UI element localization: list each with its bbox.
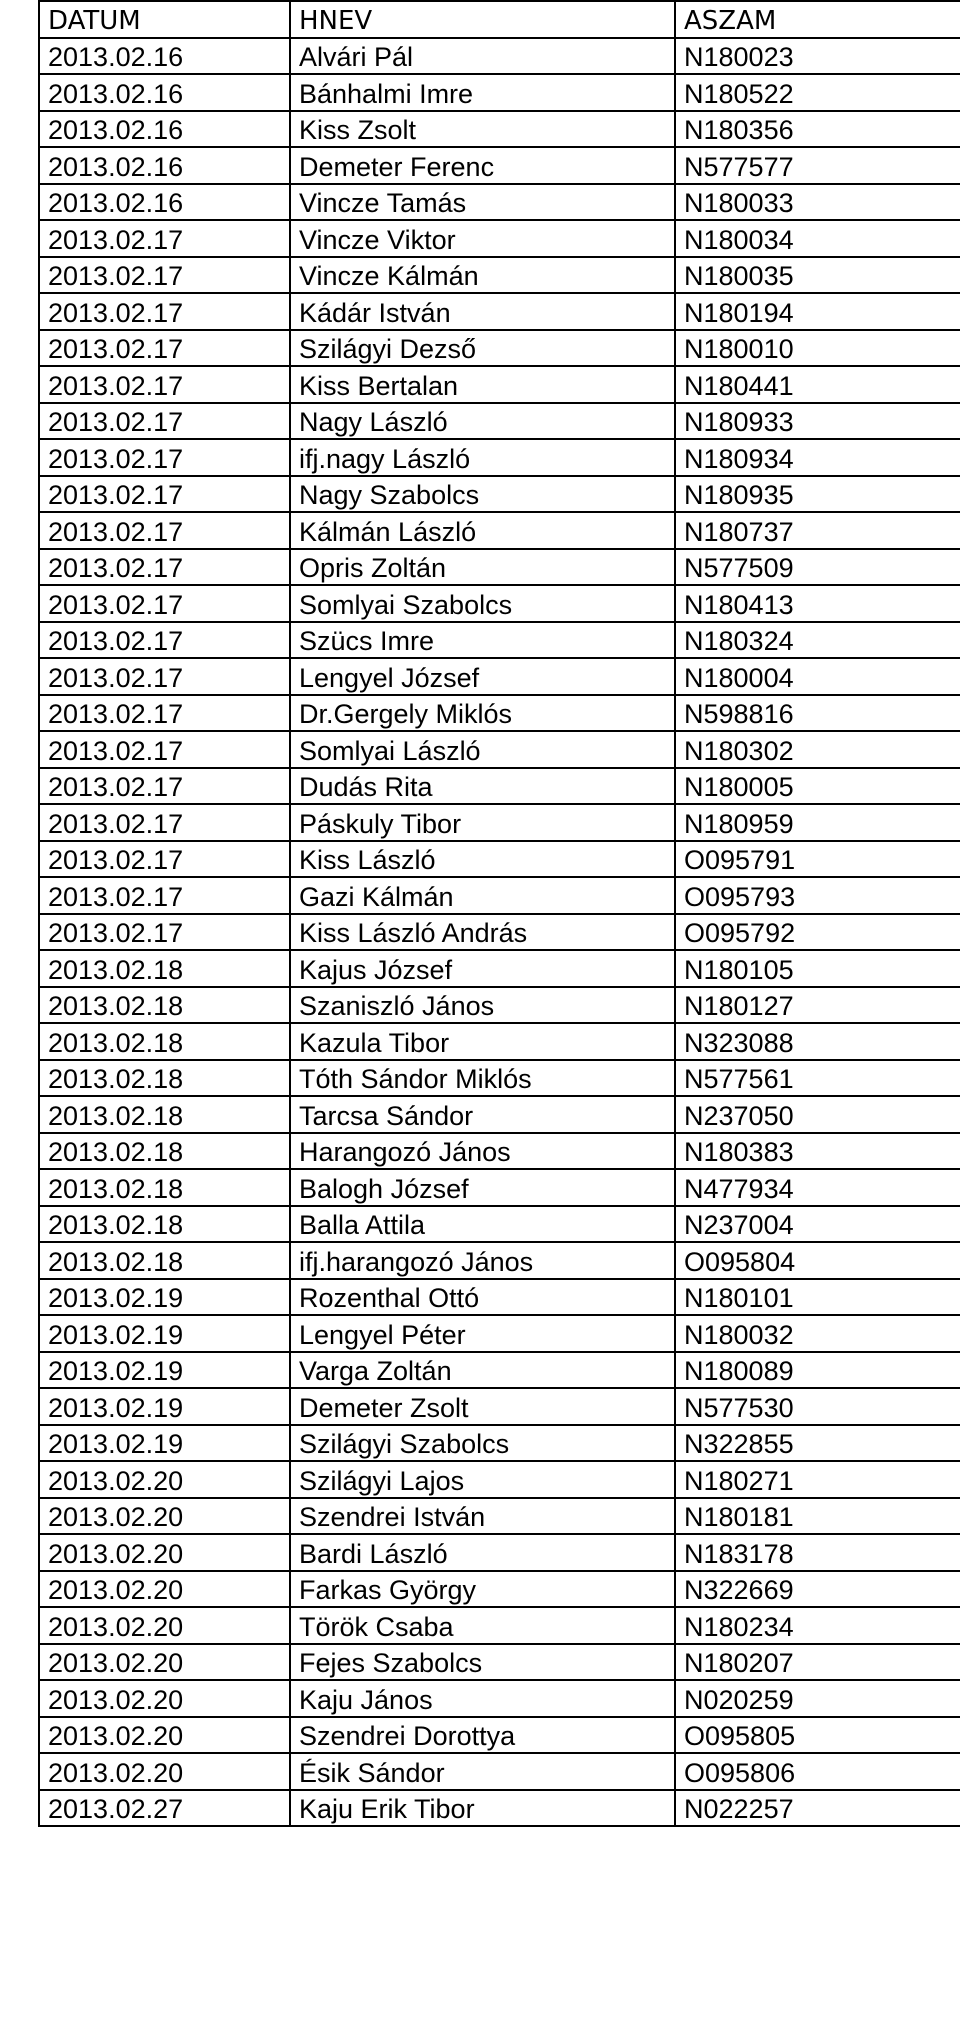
code-cell: N180383	[675, 1133, 960, 1170]
date-cell: 2013.02.17	[39, 549, 290, 586]
name-cell: Varga Zoltán	[290, 1352, 675, 1389]
date-cell: 2013.02.19	[39, 1352, 290, 1389]
table-row	[39, 476, 960, 513]
name-cell: Nagy Szabolcs	[290, 476, 675, 513]
name-cell: Szilágyi Lajos	[290, 1461, 675, 1498]
code-cell: N180324	[675, 622, 960, 659]
code-cell: N237050	[675, 1096, 960, 1133]
code-cell: N577577	[675, 147, 960, 184]
table-row	[39, 695, 960, 732]
date-cell: 2013.02.17	[39, 658, 290, 695]
code-cell: O095804	[675, 1242, 960, 1279]
name-cell: Bánhalmi Imre	[290, 74, 675, 111]
name-cell: Ésik Sándor	[290, 1753, 675, 1790]
date-cell: 2013.02.17	[39, 585, 290, 622]
table-row	[39, 804, 960, 841]
date-cell: 2013.02.20	[39, 1753, 290, 1790]
table-row	[39, 38, 960, 75]
name-cell: Harangozó János	[290, 1133, 675, 1170]
data-table	[38, 0, 960, 1827]
date-cell: 2013.02.18	[39, 1060, 290, 1097]
code-cell: N180413	[675, 585, 960, 622]
table-row	[39, 293, 960, 330]
code-cell: N180127	[675, 987, 960, 1024]
table-row	[39, 1206, 960, 1243]
code-cell: N598816	[675, 695, 960, 732]
name-cell: Rozenthal Ottó	[290, 1279, 675, 1316]
date-cell: 2013.02.20	[39, 1717, 290, 1754]
code-cell: N180004	[675, 658, 960, 695]
name-cell: ifj.nagy László	[290, 439, 675, 476]
table-row	[39, 403, 960, 440]
code-cell: N180302	[675, 731, 960, 768]
table-row	[39, 111, 960, 148]
date-cell: 2013.02.18	[39, 950, 290, 987]
date-cell: 2013.02.18	[39, 1242, 290, 1279]
name-cell: Vincze Kálmán	[290, 257, 675, 294]
code-cell: N020259	[675, 1680, 960, 1717]
code-cell: O095791	[675, 841, 960, 878]
code-cell: N180207	[675, 1644, 960, 1681]
column-header-aszam: ASZAM	[675, 1, 960, 38]
name-cell: Balogh József	[290, 1169, 675, 1206]
code-cell: O095806	[675, 1753, 960, 1790]
date-cell: 2013.02.17	[39, 695, 290, 732]
date-cell: 2013.02.17	[39, 439, 290, 476]
date-cell: 2013.02.20	[39, 1498, 290, 1535]
table-row	[39, 877, 960, 914]
date-cell: 2013.02.16	[39, 147, 290, 184]
name-cell: Kajus József	[290, 950, 675, 987]
date-cell: 2013.02.20	[39, 1571, 290, 1608]
code-cell: N180934	[675, 439, 960, 476]
column-header-hnev: HNEV	[290, 1, 675, 38]
code-cell: O095805	[675, 1717, 960, 1754]
table-row	[39, 549, 960, 586]
table-row	[39, 512, 960, 549]
code-cell: N180089	[675, 1352, 960, 1389]
code-cell: N180010	[675, 330, 960, 367]
date-cell: 2013.02.16	[39, 74, 290, 111]
code-cell: N180234	[675, 1607, 960, 1644]
date-cell: 2013.02.17	[39, 841, 290, 878]
date-cell: 2013.02.17	[39, 731, 290, 768]
code-cell: N180935	[675, 476, 960, 513]
table-row	[39, 914, 960, 951]
name-cell: Vincze Tamás	[290, 184, 675, 221]
code-cell: N022257	[675, 1790, 960, 1827]
date-cell: 2013.02.17	[39, 293, 290, 330]
code-cell: N180356	[675, 111, 960, 148]
table-row	[39, 366, 960, 403]
table-row	[39, 841, 960, 878]
date-cell: 2013.02.18	[39, 1023, 290, 1060]
table-row	[39, 1242, 960, 1279]
name-cell: Kiss László András	[290, 914, 675, 951]
name-cell: Gazi Kálmán	[290, 877, 675, 914]
name-cell: Vincze Viktor	[290, 220, 675, 257]
table-row	[39, 1425, 960, 1462]
date-cell: 2013.02.17	[39, 403, 290, 440]
date-cell: 2013.02.17	[39, 768, 290, 805]
name-cell: Kiss László	[290, 841, 675, 878]
date-cell: 2013.02.19	[39, 1315, 290, 1352]
code-cell: N180033	[675, 184, 960, 221]
table-row	[39, 330, 960, 367]
code-cell: N180933	[675, 403, 960, 440]
table-row	[39, 147, 960, 184]
code-cell: N180035	[675, 257, 960, 294]
date-cell: 2013.02.18	[39, 1169, 290, 1206]
code-cell: N183178	[675, 1534, 960, 1571]
table-row	[39, 1060, 960, 1097]
name-cell: Páskuly Tibor	[290, 804, 675, 841]
name-cell: Tarcsa Sándor	[290, 1096, 675, 1133]
column-header-datum: DATUM	[39, 1, 290, 38]
table-row	[39, 1534, 960, 1571]
header-row	[39, 1, 960, 38]
code-cell: N323088	[675, 1023, 960, 1060]
table-row	[39, 1023, 960, 1060]
date-cell: 2013.02.18	[39, 1206, 290, 1243]
code-cell: N477934	[675, 1169, 960, 1206]
table-row	[39, 1717, 960, 1754]
name-cell: Farkas György	[290, 1571, 675, 1608]
table-row	[39, 1680, 960, 1717]
table-row	[39, 257, 960, 294]
code-cell: N180959	[675, 804, 960, 841]
table-row	[39, 658, 960, 695]
name-cell: ifj.harangozó János	[290, 1242, 675, 1279]
date-cell: 2013.02.20	[39, 1534, 290, 1571]
code-cell: N180271	[675, 1461, 960, 1498]
name-cell: Szücs Imre	[290, 622, 675, 659]
name-cell: Szilágyi Szabolcs	[290, 1425, 675, 1462]
date-cell: 2013.02.17	[39, 877, 290, 914]
code-cell: N180005	[675, 768, 960, 805]
name-cell: Szendrei Dorottya	[290, 1717, 675, 1754]
code-cell: N180181	[675, 1498, 960, 1535]
table-row	[39, 1644, 960, 1681]
table-row	[39, 950, 960, 987]
code-cell: N180441	[675, 366, 960, 403]
table-row	[39, 1790, 960, 1827]
date-cell: 2013.02.19	[39, 1425, 290, 1462]
table-row	[39, 1096, 960, 1133]
name-cell: Kálmán László	[290, 512, 675, 549]
code-cell: N237004	[675, 1206, 960, 1243]
table-row	[39, 1279, 960, 1316]
name-cell: Somlyai Szabolcs	[290, 585, 675, 622]
code-cell: N180105	[675, 950, 960, 987]
date-cell: 2013.02.16	[39, 184, 290, 221]
table-row	[39, 585, 960, 622]
table-row	[39, 622, 960, 659]
date-cell: 2013.02.17	[39, 914, 290, 951]
date-cell: 2013.02.20	[39, 1461, 290, 1498]
name-cell: Szilágyi Dezső	[290, 330, 675, 367]
name-cell: Bardi László	[290, 1534, 675, 1571]
table-row	[39, 1352, 960, 1389]
date-cell: 2013.02.18	[39, 1096, 290, 1133]
name-cell: Balla Attila	[290, 1206, 675, 1243]
date-cell: 2013.02.16	[39, 111, 290, 148]
table-row	[39, 987, 960, 1024]
code-cell: N180101	[675, 1279, 960, 1316]
name-cell: Dr.Gergely Miklós	[290, 695, 675, 732]
table-row	[39, 1388, 960, 1425]
table-row	[39, 74, 960, 111]
code-cell: N180522	[675, 74, 960, 111]
code-cell: N180023	[675, 38, 960, 75]
date-cell: 2013.02.20	[39, 1644, 290, 1681]
name-cell: Lengyel József	[290, 658, 675, 695]
table-row	[39, 1571, 960, 1608]
table-row	[39, 1498, 960, 1535]
name-cell: Dudás Rita	[290, 768, 675, 805]
table-row	[39, 220, 960, 257]
date-cell: 2013.02.20	[39, 1607, 290, 1644]
name-cell: Kádár István	[290, 293, 675, 330]
table-row	[39, 1607, 960, 1644]
code-cell: O095793	[675, 877, 960, 914]
name-cell: Kiss Bertalan	[290, 366, 675, 403]
date-cell: 2013.02.17	[39, 330, 290, 367]
date-cell: 2013.02.17	[39, 622, 290, 659]
name-cell: Nagy László	[290, 403, 675, 440]
table-row	[39, 731, 960, 768]
code-cell: N322855	[675, 1425, 960, 1462]
table-row	[39, 1461, 960, 1498]
table-row	[39, 1315, 960, 1352]
name-cell: Tóth Sándor Miklós	[290, 1060, 675, 1097]
date-cell: 2013.02.17	[39, 804, 290, 841]
code-cell: N180737	[675, 512, 960, 549]
table-row	[39, 439, 960, 476]
date-cell: 2013.02.17	[39, 257, 290, 294]
date-cell: 2013.02.17	[39, 366, 290, 403]
date-cell: 2013.02.19	[39, 1388, 290, 1425]
name-cell: Szendrei István	[290, 1498, 675, 1535]
table-header	[39, 1, 960, 38]
table-row	[39, 768, 960, 805]
name-cell: Fejes Szabolcs	[290, 1644, 675, 1681]
table-row	[39, 1133, 960, 1170]
date-cell: 2013.02.18	[39, 1133, 290, 1170]
date-cell: 2013.02.20	[39, 1680, 290, 1717]
date-cell: 2013.02.17	[39, 220, 290, 257]
date-cell: 2013.02.27	[39, 1790, 290, 1827]
code-cell: N577530	[675, 1388, 960, 1425]
table-row	[39, 1753, 960, 1790]
name-cell: Demeter Ferenc	[290, 147, 675, 184]
date-cell: 2013.02.17	[39, 512, 290, 549]
name-cell: Alvári Pál	[290, 38, 675, 75]
code-cell: N180034	[675, 220, 960, 257]
name-cell: Török Csaba	[290, 1607, 675, 1644]
name-cell: Lengyel Péter	[290, 1315, 675, 1352]
code-cell: N180194	[675, 293, 960, 330]
name-cell: Kiss Zsolt	[290, 111, 675, 148]
date-cell: 2013.02.16	[39, 38, 290, 75]
code-cell: N180032	[675, 1315, 960, 1352]
name-cell: Somlyai László	[290, 731, 675, 768]
name-cell: Kaju Erik Tibor	[290, 1790, 675, 1827]
code-cell: O095792	[675, 914, 960, 951]
date-cell: 2013.02.19	[39, 1279, 290, 1316]
table-row	[39, 184, 960, 221]
date-cell: 2013.02.17	[39, 476, 290, 513]
name-cell: Opris Zoltán	[290, 549, 675, 586]
table-body	[39, 38, 960, 1827]
name-cell: Szaniszló János	[290, 987, 675, 1024]
code-cell: N577561	[675, 1060, 960, 1097]
table-row	[39, 1169, 960, 1206]
code-cell: N577509	[675, 549, 960, 586]
name-cell: Kaju János	[290, 1680, 675, 1717]
code-cell: N322669	[675, 1571, 960, 1608]
name-cell: Kazula Tibor	[290, 1023, 675, 1060]
name-cell: Demeter Zsolt	[290, 1388, 675, 1425]
date-cell: 2013.02.18	[39, 987, 290, 1024]
